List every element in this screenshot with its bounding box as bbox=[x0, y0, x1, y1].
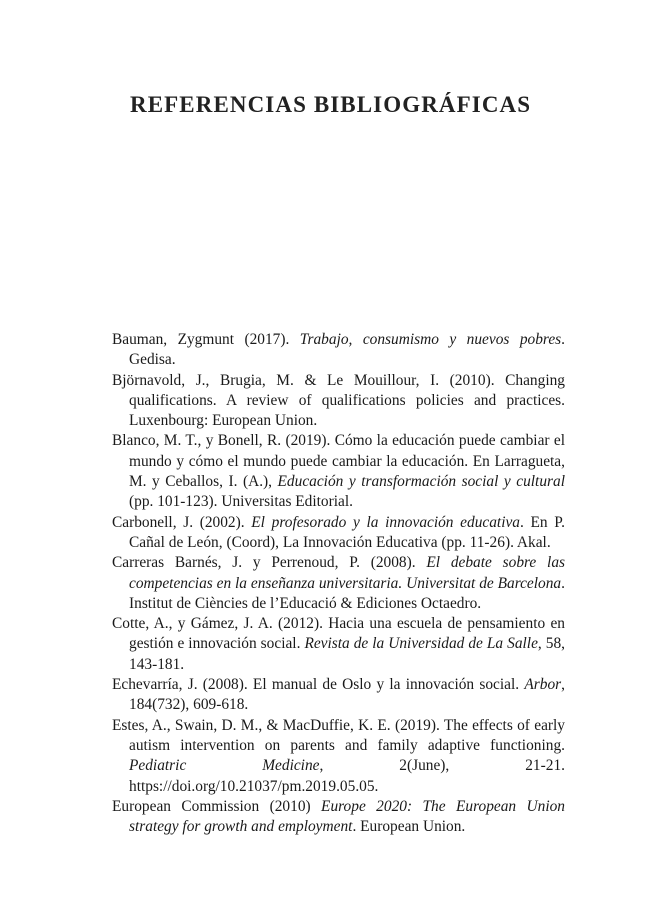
reference-text: . En P. Cañal de León, (Coord), La Innovación Educativa (pp. 11-26). Akal. bbox=[129, 513, 566, 551]
reference-text: Bauman, Zygmunt (2017). bbox=[112, 331, 300, 348]
reference-text: . European Union. bbox=[352, 818, 466, 836]
reference-text: , 58, 143-181. bbox=[129, 635, 565, 673]
reference-text: . Gedisa. bbox=[129, 331, 565, 369]
reference-text: Echevarría, J. (2008). El manual de Oslo y la innovación social. bbox=[112, 676, 525, 694]
reference-entry-carbonell bbox=[112, 513, 565, 554]
reference-text: Björnavold, J., Brugia, M. & Le Mouillour, I. (2010). Changing qualifications. A review of qualifications policies and practices. Luxenbourg: European Union. bbox=[112, 371, 565, 430]
reference-title: Trabajo, consumismo y nuevos pobres bbox=[299, 331, 562, 348]
reference-text: Blanco, M. T., y Bonell, R. (2019). Cómo la educación puede cambiar el mundo y cómo el mundo puede cambiar la educación. En Larragueta, M. y Ceballos, I. (A.), bbox=[112, 432, 565, 491]
reference-title: Educación y transformación social y cultural bbox=[277, 473, 565, 491]
reference-text: Estes, A., Swain, D. M., & MacDuffie, K. E. (2019). The effects of early autism intervention on parents and family adaptive functioning. bbox=[112, 716, 565, 754]
reference-entry-carreras bbox=[112, 553, 565, 614]
reference-text: , 2(June), 21-21. https://doi.org/10.21037/pm.2019.05.05. bbox=[129, 757, 565, 795]
reference-entry-european-commission bbox=[112, 797, 565, 838]
reference-entry-blanco bbox=[112, 431, 565, 512]
reference-entry-bauman bbox=[112, 330, 565, 371]
reference-text: , 184(732), 609-618. bbox=[129, 676, 565, 714]
reference-title: Arbor bbox=[524, 676, 562, 694]
reference-title: Revista de la Universidad de La Salle bbox=[304, 635, 538, 653]
reference-title: Europe 2020: The European Union strategy for growth and employment bbox=[129, 797, 565, 836]
reference-entry-bjornavold bbox=[112, 371, 565, 432]
reference-text: (pp. 101-123). Universitas Editorial. bbox=[129, 493, 353, 511]
reference-title: El profesorado y la innovación educativa bbox=[251, 513, 521, 531]
reference-entry-echevarria bbox=[112, 675, 565, 716]
reference-text: Carreras Barnés, J. y Perrenoud, P. (2008). bbox=[112, 554, 427, 572]
reference-title: Pediatric Medicine bbox=[129, 757, 320, 775]
reference-list bbox=[112, 330, 565, 837]
reference-entry-cotte bbox=[112, 614, 565, 675]
reference-title: El debate sobre las competencias en la enseñanza universitaria. Universitat de Barcelona bbox=[129, 554, 565, 592]
reference-text: Carbonell, J. (2002). bbox=[112, 513, 252, 531]
page-title: REFERENCIAS BIBLIOGRÁFICAS bbox=[130, 92, 532, 117]
reference-text: Cotte, A., y Gámez, J. A. (2012). Hacia una escuela de pensamiento en gestión e innovación social. bbox=[112, 615, 565, 653]
reference-text: . Institut de Ciències de l’Educació & Ediciones Octaedro. bbox=[129, 574, 565, 612]
reference-entry-estes bbox=[112, 716, 565, 797]
reference-text: European Commission (2010) bbox=[112, 797, 322, 815]
